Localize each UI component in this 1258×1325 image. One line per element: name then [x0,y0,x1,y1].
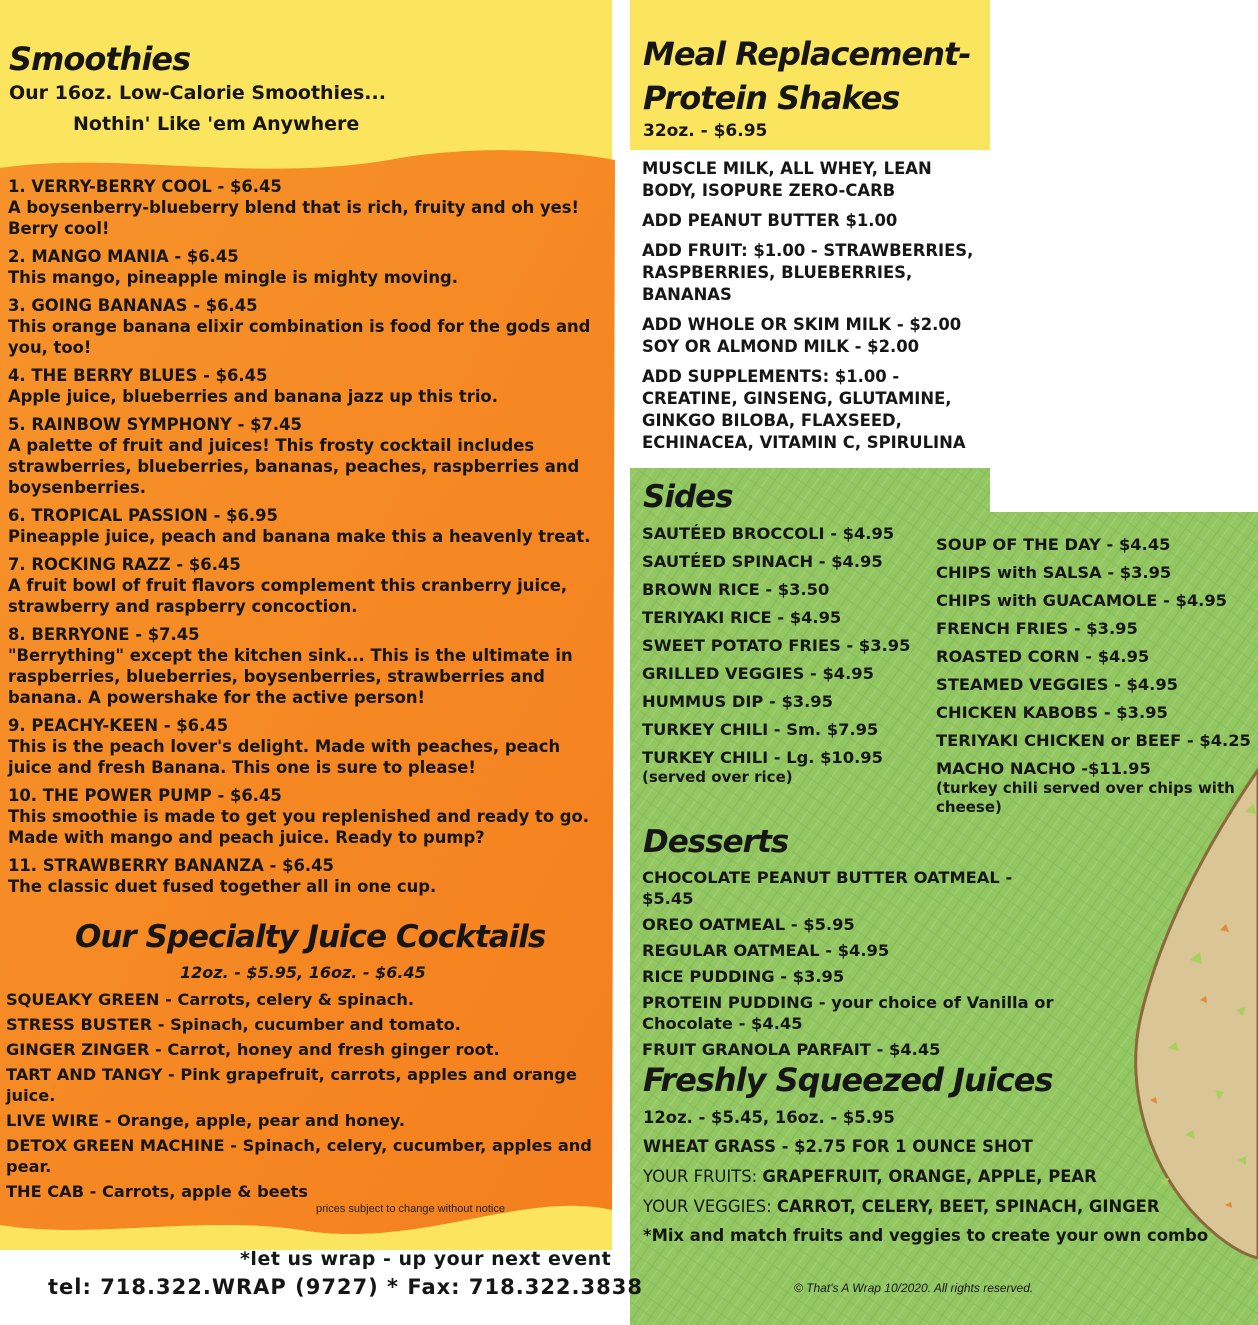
list-item [6,989,606,1010]
side-name: TURKEY CHILI - Lg. $10.95 [642,748,883,767]
list-item [8,365,608,407]
list-item [8,554,608,617]
dessert-item: OREO OATMEAL - $5.95 [642,915,855,934]
list-item [6,1064,606,1106]
list-item [8,715,608,778]
side-item [642,636,932,656]
smoothie-desc: "Berrything" except the kitchen sink... This is the ultimate in raspberries, blueberries, boysenberries, strawberries and banana. A powershake for the active person! [8,646,573,707]
side-item [936,731,1256,751]
smoothie-list [8,176,608,904]
side-name: SWEET POTATO FRIES - $3.95 [642,636,911,655]
fruits-values: GRAPEFRUIT, ORANGE, APPLE, PEAR [762,1167,1097,1186]
smoothie-desc: Pineapple juice, peach and banana make this a heavenly treat. [8,527,591,546]
specialty-prices: 12oz. - $5.95, 16oz. - $6.45 [180,963,426,982]
smoothie-desc: This mango, pineapple mingle is mighty moving. [8,268,458,287]
list-item [8,414,608,498]
side-item [642,552,932,572]
smoothie-desc: This smoothie is made to get you replenished and ready to go. Made with mango and peach juice. Ready to pump? [8,807,590,847]
side-item [642,580,932,600]
side-name: BROWN RICE - $3.50 [642,580,830,599]
smoothie-name: 10. THE POWER PUMP - $6.45 [8,786,282,805]
juices-prices: 12oz. - $5.45, 16oz. - $5.95 [643,1108,895,1127]
meal-option: ADD WHOLE OR SKIM MILK - $2.00 SOY OR ALMOND MILK - $2.00 [642,315,962,356]
meal-option: ADD SUPPLEMENTS: $1.00 - CREATINE, GINSENG, GLUTAMINE, GINKGO BILOBA, FLAXSEED, ECHINACEA, VITAMIN C, SPIRULINA [642,367,966,452]
sides-title: Sides [643,479,733,515]
list-item [6,1181,606,1202]
smoothie-name: 4. THE BERRY BLUES - $6.45 [8,366,268,385]
dessert-item: RICE PUDDING - $3.95 [642,967,845,986]
sides-right-column [936,535,1256,825]
side-note: (served over rice) [642,768,793,786]
list-item [8,785,608,848]
desserts-list [642,867,1062,1065]
smoothie-name: 3. GOING BANANAS - $6.45 [8,296,258,315]
smoothie-name: 11. STRAWBERRY BANANZA - $6.45 [8,856,334,875]
side-item [642,720,932,740]
price-disclaimer: prices subject to change without notice [316,1203,505,1215]
list-item [6,1135,606,1177]
smoothie-desc: This is the peach lover's delight. Made with peaches, peach juice and fresh Banana. This one is sure to please! [8,737,561,777]
cocktail-name: DETOX GREEN MACHINE [6,1136,225,1155]
mix-match-line: *Mix and match fruits and veggies to create your own combo [643,1226,1209,1245]
cocktail-desc: - Spinach, celery, cucumber, apples and pear. [6,1136,592,1176]
dessert-item: REGULAR OATMEAL - $4.95 [642,941,890,960]
smoothie-name: 6. TROPICAL PASSION - $6.95 [8,506,278,525]
meal-option: ADD FRUIT: $1.00 - STRAWBERRIES, RASPBERRIES, BLUEBERRIES, BANANAS [642,241,974,304]
cocktail-name: TART AND TANGY [6,1065,163,1084]
cocktail-name: STRESS BUSTER [6,1015,153,1034]
veggies-line [643,1197,1159,1216]
side-name: TERIYAKI RICE - $4.95 [642,608,842,627]
side-item [936,563,1256,583]
smoothie-name: 1. VERRY-BERRY COOL - $6.45 [8,177,282,196]
side-item [936,619,1256,639]
cocktail-desc: - Carrots, apple & beets [84,1182,309,1201]
side-name: SAUTÉED SPINACH - $4.95 [642,552,883,571]
specialty-list [6,989,606,1206]
meal-title-line1: Meal Replacement- [643,35,971,73]
sides-left-column [642,524,932,795]
side-item [642,524,932,544]
list-item [8,295,608,358]
side-name: FRENCH FRIES - $3.95 [936,619,1138,638]
side-item [642,692,932,712]
smoothie-name: 7. ROCKING RAZZ - $6.45 [8,555,241,574]
smoothies-subtitle-1: Our 16oz. Low-Calorie Smoothies... [9,82,386,104]
smoothie-desc: Apple juice, blueberries and banana jazz up this trio. [8,387,498,406]
footer-event-line: *let us wrap - up your next event [240,1248,612,1270]
cocktail-desc: - Spinach, cucumber and tomato. [152,1015,461,1034]
side-note: (turkey chili served over chips with cheese) [936,779,1235,816]
smoothie-desc: A palette of fruit and juices! This frosty cocktail includes strawberries, blueberries, bananas, peaches, raspberries and boysenberries. [8,436,580,497]
list-item [6,1110,606,1131]
list-item [6,1014,606,1035]
smoothie-name: 5. RAINBOW SYMPHONY - $7.45 [8,415,302,434]
side-item [936,675,1256,695]
smoothie-desc: A boysenberry-blueberry blend that is rich, fruity and oh yes! Berry cool! [8,198,579,238]
cocktail-desc: - Pink grapefruit, carrots, apples and orange juice. [6,1065,577,1105]
cocktail-desc: - Carrot, honey and fresh ginger root. [149,1040,500,1059]
list-item [6,1039,606,1060]
side-name: TURKEY CHILI - Sm. $7.95 [642,720,879,739]
side-name: CHIPS with SALSA - $3.95 [936,563,1172,582]
cocktail-name: LIVE WIRE [6,1111,99,1130]
fruits-label: YOUR FRUITS: [643,1167,763,1186]
list-item [8,246,608,288]
smoothie-name: 8. BERRYONE - $7.45 [8,625,200,644]
desserts-title: Desserts [643,824,789,860]
dessert-item: CHOCOLATE PEANUT BUTTER OATMEAL - $5.45 [642,868,1013,908]
smoothie-desc: The classic duet fused together all in one cup. [8,877,437,896]
side-item [642,608,932,628]
side-name: SAUTÉED BROCCOLI - $4.95 [642,524,895,543]
meal-option: ADD PEANUT BUTTER $1.00 [642,211,898,230]
list-item [8,505,608,547]
side-item [936,703,1256,723]
side-name: ROASTED CORN - $4.95 [936,647,1150,666]
side-name: STEAMED VEGGIES - $4.95 [936,675,1179,694]
side-item [936,591,1256,611]
side-name: CHICKEN KABOBS - $3.95 [936,703,1168,722]
cocktail-name: THE CAB [6,1182,85,1201]
meal-options-list [642,158,987,462]
wheatgrass-line: WHEAT GRASS - $2.75 FOR 1 OUNCE SHOT [643,1137,1033,1156]
cocktail-name: GINGER ZINGER [6,1040,150,1059]
smoothie-name: 9. PEACHY-KEEN - $6.45 [8,716,229,735]
side-name: SOUP OF THE DAY - $4.45 [936,535,1171,554]
list-item [8,176,608,239]
smoothies-title: Smoothies [9,40,191,78]
side-name: TERIYAKI CHICKEN or BEEF - $4.25 [936,731,1251,750]
side-item [642,748,932,787]
side-item [642,664,932,684]
side-item [936,759,1256,817]
smoothie-desc: This orange banana elixir combination is food for the gods and you, too! [8,317,591,357]
list-item [8,855,608,897]
juices-title: Freshly Squeezed Juices [643,1061,1053,1099]
side-item [936,647,1256,667]
smoothie-desc: A fruit bowl of fruit flavors complement this cranberry juice, strawberry and raspberry concoction. [8,576,568,616]
smoothies-subtitle-2: Nothin' Like 'em Anywhere [73,113,360,135]
side-item [936,535,1256,555]
cocktail-name: SQUEAKY GREEN [6,990,160,1009]
dessert-item: PROTEIN PUDDING - your choice of Vanilla or Chocolate - $4.45 [642,993,1054,1033]
veggies-label: YOUR VEGGIES: [643,1197,777,1216]
meal-price: 32oz. - $6.95 [643,121,768,141]
meal-title-line2: Protein Shakes [643,79,900,117]
dessert-item: FRUIT GRANOLA PARFAIT - $4.45 [642,1040,941,1059]
cocktail-desc: - Orange, apple, pear and honey. [98,1111,406,1130]
side-name: GRILLED VEGGIES - $4.95 [642,664,874,683]
footer-contact-line: tel: 718.322.WRAP (9727) * Fax: 718.322.3838 [48,1275,643,1299]
fruits-line [643,1167,1097,1186]
veggies-values: CARROT, CELERY, BEET, SPINACH, GINGER [776,1197,1160,1216]
smoothie-name: 2. MANGO MANIA - $6.45 [8,247,239,266]
side-name: HUMMUS DIP - $3.95 [642,692,833,711]
side-name: CHIPS with GUACAMOLE - $4.95 [936,591,1227,610]
list-item [8,624,608,708]
side-name: MACHO NACHO -$11.95 [936,759,1151,778]
specialty-title: Our Specialty Juice Cocktails [75,919,546,955]
cocktail-desc: - Carrots, celery & spinach. [159,990,415,1009]
meal-option: MUSCLE MILK, ALL WHEY, LEAN BODY, ISOPURE ZERO-CARB [642,159,932,200]
copyright: © That's A Wrap 10/2020. All rights reserved. [794,1281,1034,1295]
